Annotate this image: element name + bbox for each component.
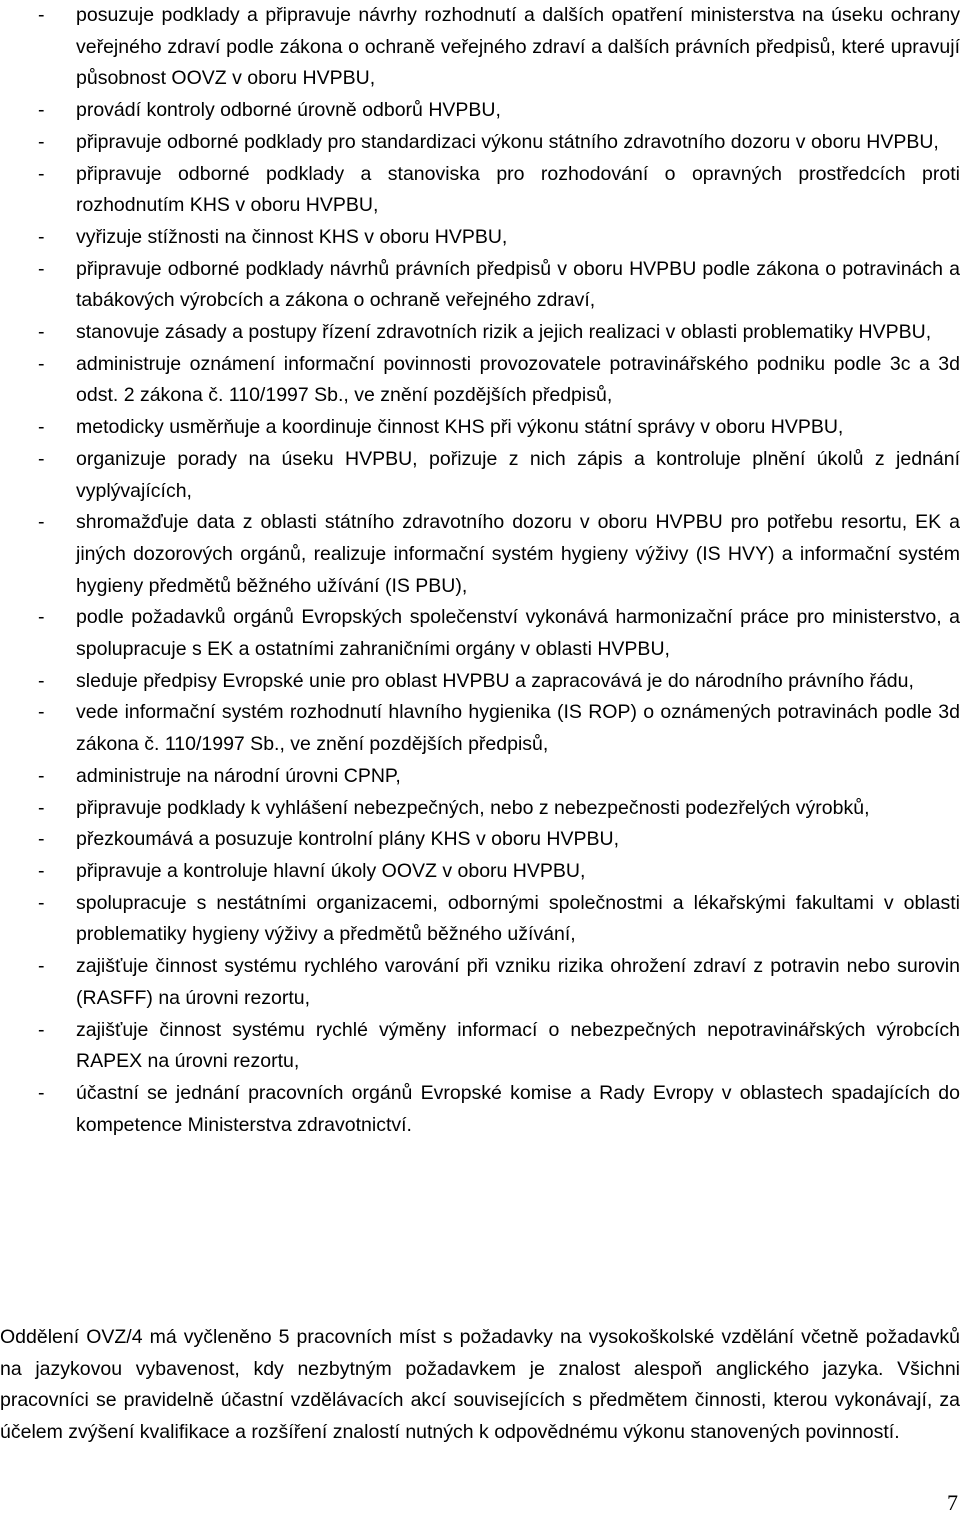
list-bullet: - bbox=[38, 764, 45, 787]
list-bullet: - bbox=[38, 606, 45, 629]
list-item bbox=[0, 95, 960, 127]
list-item bbox=[0, 444, 960, 507]
list-item-text: vede informační systém rozhodnutí hlavního hygienika (IS ROP) o oznámených potravinách podle 3d zákona č. 110/1997 Sb., ve znění pozdějších předpisů, bbox=[76, 701, 960, 756]
list-bullet: - bbox=[38, 955, 45, 978]
list-item bbox=[0, 1015, 960, 1078]
list-item bbox=[0, 0, 960, 95]
list-item-text: stanovuje zásady a postupy řízení zdravotních rizik a jejich realizaci v oblasti problematiky HVPBU, bbox=[76, 321, 932, 344]
list-bullet: - bbox=[38, 447, 45, 470]
list-bullet: - bbox=[38, 162, 45, 185]
list-bullet: - bbox=[38, 416, 45, 439]
list-bullet: - bbox=[38, 130, 45, 153]
list-bullet: - bbox=[38, 225, 45, 248]
list-item-text: účastní se jednání pracovních orgánů Evropské komise a Rady Evropy v oblastech spadajících do kompetence Ministerstva zdravotnictví. bbox=[76, 1081, 960, 1136]
list-item bbox=[0, 222, 960, 254]
list-item bbox=[0, 824, 960, 856]
list-item bbox=[0, 254, 960, 317]
list-item bbox=[0, 761, 960, 793]
list-item bbox=[0, 159, 960, 222]
list-bullet: - bbox=[38, 352, 45, 375]
list-item-text: organizuje porady na úseku HVPBU, pořizuje z nich zápis a kontroluje plnění úkolů z jednání vyplývajících, bbox=[76, 447, 960, 502]
list-item bbox=[0, 317, 960, 349]
list-item-text: zajišťuje činnost systému rychlé výměny informací o nebezpečných nepotravinářských výrobcích RAPEX na úrovni rezortu, bbox=[76, 1018, 960, 1073]
list-bullet: - bbox=[38, 891, 45, 914]
summary-paragraph: Oddělení OVZ/4 má vyčleněno 5 pracovních míst s požadavky na vysokoškolské vzdělání včetně požadavků na jazykovou vybavenost, kdy nezbytným požadavkem je znalost alespoň anglického jazyka. Všichni pracovníci se pravidelně účastní vzdělávacích akcí souvisejících s předmětem činnosti, kterou vykonávají, za účelem zvýšení kvalifikace a rozšíření znalostí nutných k odpovědnému výkonu stanovených povinností. bbox=[0, 1326, 960, 1443]
list-item-text: připravuje a kontroluje hlavní úkoly OOVZ v oboru HVPBU, bbox=[76, 859, 586, 882]
list-item bbox=[0, 666, 960, 698]
list-item-text: provádí kontroly odborné úrovně odborů HVPBU, bbox=[76, 99, 501, 122]
list-item-text: zajišťuje činnost systému rychlého varování při vzniku rizika ohrožení zdraví z potravin nebo surovin (RASFF) na úrovni rezortu, bbox=[76, 955, 960, 1009]
list-item bbox=[0, 1078, 960, 1141]
list-item bbox=[0, 127, 960, 159]
list-item bbox=[0, 793, 960, 825]
list-item-text: spolupracuje s nestátními organizacemi, odbornými společnostmi a lékařskými fakultami v oblasti problematiky hygieny výživy a předmětů běžného užívání, bbox=[76, 891, 960, 946]
list-item-text: přezkoumává a posuzuje kontrolní plány KHS v oboru HVPBU, bbox=[76, 828, 620, 851]
list-bullet: - bbox=[38, 828, 45, 851]
list-bullet: - bbox=[38, 701, 45, 724]
page-number: 7 bbox=[947, 1490, 958, 1515]
list-bullet: - bbox=[38, 257, 45, 280]
list-item-text: připravuje podklady k vyhlášení nebezpečných, nebo z nebezpečnosti podezřelých výrobků, bbox=[76, 796, 870, 819]
list-bullet: - bbox=[38, 1081, 45, 1104]
list-item bbox=[0, 697, 960, 760]
list-bullet: - bbox=[38, 321, 45, 344]
list-item-text: metodicky usměrňuje a koordinuje činnost KHS při výkonu státní správy v oboru HVPBU, bbox=[76, 416, 844, 439]
list-item-text: podle požadavků orgánů Evropských společenství vykonává harmonizační práce pro ministerstvo, a spolupracuje s EK a ostatními zahraničními orgány v oblasti HVPBU, bbox=[76, 606, 960, 661]
list-bullet: - bbox=[38, 99, 45, 122]
list-item bbox=[0, 349, 960, 412]
list-item-text: připravuje odborné podklady pro standardizaci výkonu státního zdravotního dozoru v oboru HVPBU, bbox=[76, 130, 939, 153]
list-item-text: vyřizuje stížnosti na činnost KHS v oboru HVPBU, bbox=[76, 225, 508, 248]
list-item-text: připravuje odborné podklady návrhů právních předpisů v oboru HVPBU podle zákona o potravinách a tabákových výrobcích a zákona o ochraně veřejného zdraví, bbox=[76, 257, 960, 312]
list-item bbox=[0, 856, 960, 888]
list-item-text: shromažďuje data z oblasti státního zdravotního dozoru v oboru HVPBU pro potřebu resortu, EK a jiných dozorových orgánů, realizuje informační systém hygieny výživy (IS HVY) a informační systém hygieny předmětů běžného užívání (IS PBU), bbox=[76, 511, 960, 597]
list-item bbox=[0, 602, 960, 665]
list-item-text: posuzuje podklady a připravuje návrhy rozhodnutí a dalších opatření ministerstva na úseku ochrany veřejného zdraví podle zákona o ochraně veřejného zdraví a dalších právních předpisů, které upravují působnost OOVZ v oboru HVPBU, bbox=[76, 4, 960, 90]
list-item bbox=[0, 507, 960, 602]
list-item-text: administruje oznámení informační povinnosti provozovatele potravinářského podniku podle 3c a 3d odst. 2 zákona č. 110/1997 Sb., ve znění pozdějších předpisů, bbox=[76, 352, 960, 407]
list-bullet: - bbox=[38, 796, 45, 819]
list-bullet: - bbox=[38, 4, 45, 26]
list-item bbox=[0, 412, 960, 444]
list-item-text: administruje na národní úrovni CPNP, bbox=[76, 764, 401, 787]
list-item bbox=[0, 951, 960, 1014]
list-item bbox=[0, 888, 960, 951]
list-bullet: - bbox=[38, 511, 45, 534]
list-bullet: - bbox=[38, 669, 45, 692]
list-bullet: - bbox=[38, 859, 45, 882]
list-item-text: připravuje odborné podklady a stanoviska pro rozhodování o opravných prostředcích proti rozhodnutím KHS v oboru HVPBU, bbox=[76, 162, 960, 217]
list-item-text: sleduje předpisy Evropské unie pro oblast HVPBU a zapracovává je do národního právního řádu, bbox=[76, 669, 914, 692]
list-bullet: - bbox=[38, 1018, 45, 1041]
